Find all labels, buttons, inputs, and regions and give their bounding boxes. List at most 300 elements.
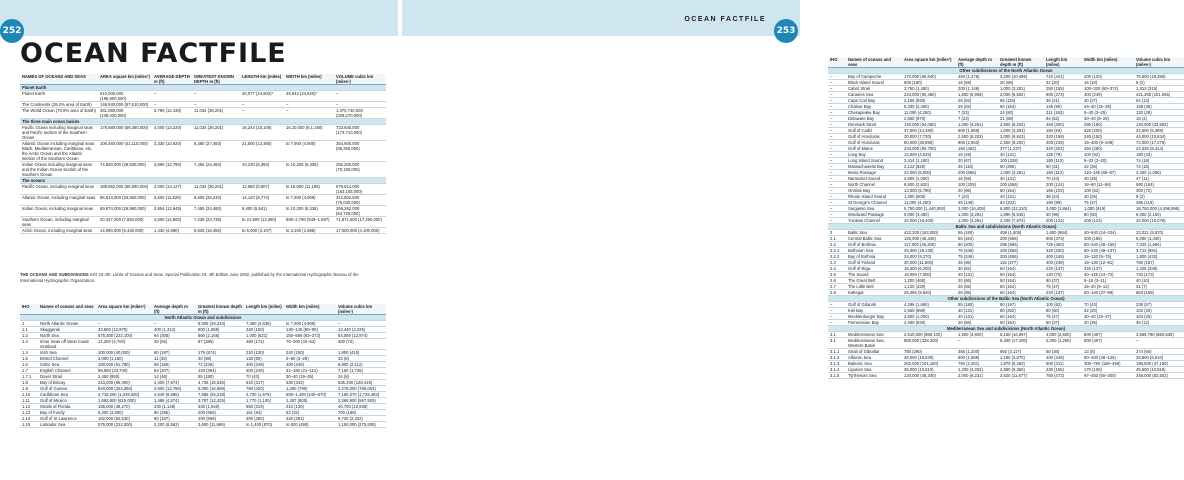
table-cell: 21 (69) <box>998 116 1044 122</box>
table-cell: 7,235 (23,736) <box>192 217 240 228</box>
table-cell: 3,854 (12,645) <box>152 206 192 217</box>
table-cell: 9,000 (3,480) <box>902 212 956 218</box>
table-cell: 600–1,400 (240–870) <box>284 392 336 398</box>
column-header: Width km (miles) <box>284 304 336 315</box>
table-cell: 16,300 (6,200) <box>902 266 956 272</box>
table-cell: 5–18 (3–11) <box>1082 278 1134 284</box>
table-row <box>20 206 386 217</box>
table-cell: 20 (67) <box>956 158 998 164</box>
table-cell: 2,700 (1,678) <box>244 392 284 398</box>
table-cell: 234,000 (90,360) <box>902 92 956 98</box>
table-cell: Block Island Sound <box>846 80 902 86</box>
note-text: IHO 23-4th: Limits of Oceans and Seas, Special Publication 23, 4th Edition June 2002, published by the International Hydrographic Bureau of the International Hydrographic Organization. <box>20 272 359 283</box>
table-cell: Onslow Bay <box>846 188 902 194</box>
table-cell: – <box>152 321 196 327</box>
table-cell: 1.5 <box>20 356 38 362</box>
table-cell: 49,300 (19,130) <box>902 248 956 254</box>
table-cell: 2.2.1 <box>828 248 846 254</box>
table-row <box>20 217 386 228</box>
table-cell: 421,200 (101,065) <box>1134 92 1184 98</box>
table-cell: 50 (164) <box>998 320 1044 326</box>
table-cell: 76,500 (18,356) <box>1134 74 1184 80</box>
table-cell: 3,790 (12,430) <box>152 108 192 119</box>
table-cell: – <box>828 98 846 104</box>
table-cell: 25 (82) <box>956 98 998 104</box>
table-cell: 33,600 (12,970) <box>96 327 152 333</box>
table-cell: 89,900 (34,700) <box>96 368 152 374</box>
table-cell: 50 (96) <box>1044 212 1082 218</box>
table-row <box>828 373 1184 379</box>
table-cell: 2,600 (1,000) <box>902 176 956 182</box>
table-cell: 7 (23) <box>956 116 998 122</box>
table-cell: – <box>828 176 846 182</box>
table-cell: 32 (20) <box>1082 308 1134 314</box>
table-cell: 1.14 <box>20 416 38 422</box>
table-cell: 2,550 (970) <box>902 116 956 122</box>
table-cell: 80–220 (48–137) <box>1082 248 1134 254</box>
table-cell: to 10,200 (6,338) <box>284 206 334 217</box>
column-header: Greatest known depth m (ft) <box>196 304 244 315</box>
table-cell: 200 (124) <box>1044 218 1082 224</box>
table-cell: Gulf of Honduras <box>846 134 902 140</box>
table-cell: 42,000 (16,400) <box>902 218 956 224</box>
table-cell: St George's Channel <box>846 200 902 206</box>
table-cell: 4,000 (2,500) <box>1044 332 1082 338</box>
table-cell: Gulf of Mexico <box>38 398 96 404</box>
table-cell: – <box>152 102 192 108</box>
table-cell: 361,060,000 (139,420,000) <box>98 108 152 119</box>
table-cell: 7 (23) <box>956 194 998 200</box>
table-cell: Massachusetts Bay <box>846 164 902 170</box>
table-row <box>20 141 386 162</box>
table-cell: 35,000 (13,510) <box>902 367 956 373</box>
table-cell: 20,327,000 (7,850,000) <box>98 217 152 228</box>
table-cell: 710 (441) <box>1044 74 1082 80</box>
table-cell: 12,200 (4,700) <box>96 339 152 350</box>
table-cell: 725 (450) <box>1044 242 1082 248</box>
table-cell: 50 (164) <box>998 272 1044 278</box>
table-cell: to 5,000 (3,107) <box>240 228 284 234</box>
table-cell: 3,000 (1,160) <box>96 356 152 362</box>
table-cell: 1,120 (420) <box>902 284 956 290</box>
table-cell: Pacific Ocean, including marginal seas <box>20 184 98 195</box>
table-cell: 3,600 (11,828) <box>152 195 192 206</box>
table-cell: 70 (43) <box>1082 302 1134 308</box>
table-cell: 5,150 (16,897) <box>998 332 1044 338</box>
table-cell: 40 (27) <box>1082 98 1134 104</box>
column-header: Length km (miles) <box>1044 57 1082 68</box>
column-header: Area square km (miles²) <box>902 57 956 68</box>
table-cell: 1,000 (3,281) <box>998 128 1044 134</box>
table-cell: The Sound <box>846 272 902 278</box>
table-cell: 2,718,200 (1,049,500) <box>96 392 152 398</box>
column-header: Greatest known depth m (ft) <box>998 57 1044 68</box>
table-cell: 274 (66) <box>1134 349 1184 355</box>
table-cell: 510,000,000 (196,900,000) <box>98 91 152 102</box>
table-cell: 14,090,000 (5,440,000) <box>98 228 152 234</box>
table-cell: 50 (164) <box>998 266 1044 272</box>
table-cell: 1,500 (4,920) <box>956 332 998 338</box>
table-cell: 790 (420) <box>244 386 284 392</box>
table-cell: to 7,900 (4,909) <box>284 195 334 206</box>
table-cell: 120 (394) <box>196 368 244 374</box>
table-cell: 2.5 <box>828 272 846 278</box>
table-cell: 530 (1,640) <box>196 404 244 410</box>
table-cell: 15–120 (9–75) <box>1082 254 1134 260</box>
table-cell: Mecklenburger Bay <box>846 314 902 320</box>
table-cell: 70 (43) <box>244 374 284 380</box>
table-cell: 280 (174) <box>244 339 284 350</box>
table-cell: 750 (290) <box>902 349 956 355</box>
table-cell: 400 (249) <box>1044 254 1082 260</box>
table-cell: – <box>336 321 386 327</box>
table-cell: 30 (98) <box>196 356 244 362</box>
table-cell: 94 (308) <box>152 333 196 339</box>
table-cell: 400 (249) <box>244 368 284 374</box>
table-cell: Gulf of Finland <box>846 260 902 266</box>
table-cell: 1,800 (5,906) <box>956 92 998 98</box>
table-cell: Atlantic Ocean, including marginal seas <box>20 195 98 206</box>
column-header: WIDTH km (miles) <box>284 74 334 85</box>
table-cell: Straits of Florida <box>38 404 96 410</box>
table-cell: 8,380 (27,493) <box>192 141 240 162</box>
table-cell: 1.13 <box>20 410 38 416</box>
table-cell: 1,000 (3,281) <box>998 170 1044 176</box>
table-cell: 97–483 (60–300) <box>1082 373 1134 379</box>
column-header: Width km (miles) <box>1082 57 1134 68</box>
table-cell: 18 (59) <box>956 176 998 182</box>
table-cell: 800 (497) <box>1082 332 1134 338</box>
table-cell: 5–32 (3–20) <box>1082 158 1134 164</box>
table-cell: 20 (66) <box>998 80 1044 86</box>
table-cell: – <box>828 218 846 224</box>
table-cell: 3,000 (1,864) <box>1044 206 1082 212</box>
table-cell: 12,000 (4,633) <box>902 152 956 158</box>
column-header: IHO <box>828 57 846 68</box>
table-cell: 33 (8) <box>336 356 386 362</box>
oceans-summary-table <box>20 74 386 234</box>
table-cell: 400 (249) <box>1044 260 1082 266</box>
table-cell: 11,000 (4,250) <box>902 110 956 116</box>
table-cell: 170,000 (65,640) <box>902 74 956 80</box>
table-cell: – <box>828 146 846 152</box>
table-cell: 2,200 (6,562) <box>152 422 196 428</box>
table-cell: 1.7.1 <box>20 374 38 380</box>
table-cell: 8,605 (28,233) <box>192 195 240 206</box>
table-cell: 72,000 (17,276) <box>1134 140 1184 146</box>
table-row <box>20 339 386 350</box>
table-cell: Baltic Sea <box>846 230 902 236</box>
table-cell: 23,330 (8,414) <box>1134 146 1184 152</box>
table-cell: Long Bay <box>846 152 902 158</box>
table-cell: – <box>828 302 846 308</box>
table-cell: 55 (180) <box>956 302 998 308</box>
table-row <box>20 228 386 234</box>
table-cell: 130 (80) <box>244 356 284 362</box>
table-row <box>20 195 386 206</box>
table-cell: Cape Cod Bay <box>846 98 902 104</box>
table-cell: 400 (1,312) <box>152 327 196 333</box>
table-cell: 2,000 (6,562) <box>998 92 1044 98</box>
table-cell: 18 (4) <box>1134 116 1184 122</box>
table-cell: 1.11 <box>20 398 38 404</box>
table-cell: Arctic Ocean, including marginal seas <box>20 228 98 234</box>
table-cell: 2,400 (7,874) <box>152 380 196 386</box>
table-cell: 1,287 (800) <box>284 398 336 404</box>
table-cell: 117,000 (45,200) <box>902 242 956 248</box>
table-cell: Alboran Sea <box>846 355 902 361</box>
table-cell: 31 (7) <box>1134 284 1184 290</box>
table-cell: 37,500 (14,480) <box>902 128 956 134</box>
table-cell: 175 (574) <box>196 350 244 356</box>
table-cell: 400 (249) <box>284 362 336 368</box>
table-cell: – <box>828 74 846 80</box>
table-cell: 150 (492) <box>956 146 998 152</box>
table-cell: 2.8 <box>828 290 846 296</box>
north-atlantic-table <box>20 304 386 428</box>
table-cell: 160,000 (61,780) <box>96 362 152 368</box>
table-cell: 40 (131) <box>998 152 1044 158</box>
table-cell: North Atlantic Ocean <box>38 321 96 327</box>
table-cell: 40–540 (24–324) <box>1082 230 1134 236</box>
table-cell: 2,600 (1,000) <box>902 314 956 320</box>
table-cell: 14 (46) <box>152 374 196 380</box>
table-cell: 200 (656) <box>998 182 1044 188</box>
column-header: GREATEST KNOWN DEPTH m (ft) <box>192 74 240 85</box>
table-cell: The Great Belt <box>846 278 902 284</box>
table-cell: 7,455 (24,460) <box>192 206 240 217</box>
table-cell: 70 (43) <box>1044 176 1082 182</box>
running-head: OCEAN FACTFILE <box>684 16 766 23</box>
table-cell: Gulf of Cadiz <box>846 128 902 134</box>
table-cell: 3.1.4 <box>828 367 846 373</box>
table-cell: 575,000 (222,000) <box>96 422 152 428</box>
table-cell: – <box>828 194 846 200</box>
table-cell: 292,200,000 (70,190,000) <box>334 162 386 178</box>
table-cell: 3,000 (16,405) <box>956 206 998 212</box>
table-cell: 2.4 <box>828 266 846 272</box>
table-cell: 3,900 (12,790) <box>152 386 196 392</box>
table-cell: 2,400 (7,874) <box>998 218 1044 224</box>
table-cell: – <box>828 86 846 92</box>
header-band <box>0 0 398 36</box>
table-cell: Inner Seas off West Coast Scotland <box>38 339 96 350</box>
table-cell: 4,000 (13,220) <box>152 125 192 141</box>
table-cell: 3.1 <box>828 332 846 338</box>
table-cell: 60 (197) <box>998 302 1044 308</box>
table-cell: 60 (200) <box>956 242 998 248</box>
column-header: Volume cubic km (miles³) <box>336 304 386 315</box>
table-cell: 125 (78) <box>1044 152 1082 158</box>
table-cell: 13,000 (5,790) <box>902 188 956 194</box>
table-cell: 150–580 (93–373) <box>284 333 336 339</box>
table-cell: 104 (25) <box>1134 314 1184 320</box>
table-cell: Central Baltic Sea <box>846 236 902 242</box>
table-row <box>20 125 386 141</box>
table-cell: 660 (2,165) <box>196 333 244 339</box>
table-row <box>20 184 386 195</box>
table-cell: 110–145 (68–87) <box>1082 170 1134 176</box>
table-cell: 20 (66) <box>956 188 998 194</box>
table-cell: 1,000 (621) <box>244 333 284 339</box>
table-cell: to 820 (490) <box>284 422 336 428</box>
table-cell: 400 (249) <box>1044 140 1082 146</box>
table-cell: 230 (1,148) <box>152 404 196 410</box>
table-cell: 26 (85) <box>956 260 998 266</box>
table-cell: 18,000 (7,000) <box>902 272 956 278</box>
page-title: OCEAN FACTFILE <box>20 38 287 69</box>
table-cell: 84 (52) <box>1044 116 1082 122</box>
table-cell: 895–2,790 (549–1,697) <box>284 217 334 228</box>
table-cell: 200 (656) <box>998 254 1044 260</box>
table-cell: 1.4 <box>20 350 38 356</box>
table-cell: – <box>828 80 846 86</box>
table-cell: 100 (328) <box>998 158 1044 164</box>
table-cell: 320 (200) <box>1082 128 1134 134</box>
table-cell: – <box>828 200 846 206</box>
table-cell: Rhode Island Sound <box>846 194 902 200</box>
table-cell: 47 (11) <box>1134 176 1184 182</box>
table-cell: 780 (187) <box>1134 260 1184 266</box>
table-cell: 2,500 (8,202) <box>956 134 998 140</box>
table-cell: 1,370,740,000 (329,270,000) <box>334 108 386 119</box>
table-cell: 75 (47) <box>1044 314 1082 320</box>
table-cell: 5,090 (16,699) <box>196 386 244 392</box>
table-cell: 5,625 (18,456) <box>192 228 240 234</box>
table-cell: Bay of Bothnia <box>846 254 902 260</box>
section-label: Other subdivisions of the Baltic Sea (North Atlantic Ocean) <box>828 296 1184 302</box>
left-page <box>0 0 398 480</box>
table-cell: 8,800 (2,112) <box>336 362 386 368</box>
table-cell: 400 (249) <box>1044 355 1082 361</box>
table-cell: North Channel <box>846 182 902 188</box>
table-cell: 1,000 (3,281) <box>956 122 998 128</box>
table-cell: 1,200 (460) <box>902 278 956 284</box>
table-cell: 900 (2,953) <box>956 140 998 146</box>
table-cell: 80 (262) <box>998 308 1044 314</box>
table-cell: Bay of Biscay <box>38 380 96 386</box>
column-header: Average depth m (ft) <box>956 57 998 68</box>
table-cell: Bothnian Sea <box>846 248 902 254</box>
table-cell: Caribbean Sea <box>38 392 96 398</box>
table-cell: 300 (186) <box>1082 236 1134 242</box>
table-cell: 6,330 (2,450) <box>902 104 956 110</box>
table-cell: 3,713 (891) <box>1134 248 1184 254</box>
table-cell: Planet Earth <box>20 91 98 102</box>
table-cell: 3,600 (11,968) <box>196 422 244 428</box>
table-cell: 60 (37) <box>1044 278 1082 284</box>
table-cell: 2,510,000 (969,100) <box>902 332 956 338</box>
table-cell: 40,700 (10,938) <box>336 404 386 410</box>
table-cell: Canaries Sea <box>846 92 902 98</box>
table-cell: 2,450 (950) <box>96 374 152 380</box>
table-cell: – <box>828 128 846 134</box>
table-cell: North Sea <box>38 333 96 339</box>
table-cell: 535,200 (128,419) <box>336 380 386 386</box>
table-cell: 39,942 (24,820)* <box>284 91 334 102</box>
table-cell: 44,000 (10,634) <box>1134 134 1184 140</box>
table-cell: Mona Passage <box>846 170 902 176</box>
table-cell: 35 (115) <box>956 164 998 170</box>
table-cell: 1.8 <box>20 380 38 386</box>
table-cell: 600 (1,969) <box>956 128 998 134</box>
table-cell: 30–40 (19–25) <box>284 374 336 380</box>
table-cell: 1.10 <box>20 392 38 398</box>
table-cell: 311 (193) <box>1044 110 1082 116</box>
table-cell: 75 (47) <box>1082 200 1134 206</box>
table-cell: 11 (36) <box>152 356 196 362</box>
table-cell: 1,592,800 (615,000) <box>96 398 152 404</box>
table-cell: 9,000 (2,160) <box>1134 212 1184 218</box>
section-label: Mediterranean Sea and subdivisions (North Atlantic Ocean) <box>828 326 1184 332</box>
table-cell: 74,920,000 (28,930,000) <box>98 162 152 178</box>
table-cell: 1,313 (315) <box>1134 86 1184 92</box>
table-cell: Gulf of Maine <box>846 146 902 152</box>
table-cell: – <box>956 338 998 349</box>
table-cell: Gulf of St Lawrence <box>38 416 96 422</box>
table-cell: – <box>284 108 334 119</box>
table-cell: – <box>828 158 846 164</box>
column-header: Area square km (miles²) <box>96 304 152 315</box>
table-cell: 16 (10) <box>1082 80 1134 86</box>
right-page <box>402 0 1180 480</box>
table-cell: 25 (82) <box>956 104 998 110</box>
table-cell: 148,940,000 (57,510,000) <box>98 102 152 108</box>
table-cell: 1,000 (919) <box>1082 206 1134 212</box>
table-cell: 377 (1,237) <box>998 146 1044 152</box>
table-cell: 1.7 <box>20 368 38 374</box>
table-cell: 1,600 (994) <box>1044 230 1082 236</box>
table-cell: 18–60 (11–56) <box>1082 182 1134 188</box>
table-cell: 90 (295) <box>152 410 196 416</box>
table-cell: 58 (36) <box>1044 349 1082 355</box>
table-cell: 1,430 (4,690) <box>152 228 192 234</box>
table-cell: 45,500 (10,918) <box>1134 367 1184 373</box>
table-cell: 300 (72) <box>336 339 386 350</box>
table-cell: 2,500 (8,202) <box>998 140 1044 146</box>
table-cell: 180 (112) <box>1044 170 1082 176</box>
table-cell: 100 (62) <box>1082 152 1134 158</box>
table-cell: 169,852,000 (65,590,000) <box>98 184 152 195</box>
table-cell: 38 (24) <box>1044 194 1082 200</box>
table-cell: 679,614,000 (163,105,000) <box>334 184 386 195</box>
table-cell: 1,200 (4,262) <box>956 367 998 373</box>
table-cell: 200 (120) <box>1082 74 1134 80</box>
table-cell: 30,000 (11,600) <box>902 260 956 266</box>
table-cell: – <box>192 102 240 108</box>
table-cell: 74 (18) <box>1134 164 1184 170</box>
table-cell: Bristol Channel <box>38 356 96 362</box>
table-cell: to 1,400 (870) <box>244 422 284 428</box>
table-cell: 400 (249) <box>1082 92 1134 98</box>
table-cell: 11,034 (36,201) <box>192 184 240 195</box>
table-cell: Mediterranean Sea <box>846 332 902 338</box>
table-cell: 16,244 (10,106) <box>240 125 284 141</box>
table-cell: to 3,200 (1,988) <box>284 228 334 234</box>
table-cell: 102 (25) <box>1134 308 1184 314</box>
table-cell: 450 (280) <box>244 416 284 422</box>
section-label: Other subdivisions of the North Atlantic Ocean <box>828 68 1184 74</box>
column-header: Length km (miles) <box>244 304 284 315</box>
table-cell: 24 (80) <box>998 110 1044 116</box>
table-cell: 40 (131) <box>998 194 1044 200</box>
table-cell: 236 (57) <box>1134 302 1184 308</box>
table-cell: 420 (261) <box>284 416 336 422</box>
table-cell: 200 (656) <box>956 170 998 176</box>
table-cell: 9 (2) <box>1134 194 1184 200</box>
table-cell: 80 (50) <box>1082 212 1134 218</box>
table-cell: – <box>828 188 846 194</box>
